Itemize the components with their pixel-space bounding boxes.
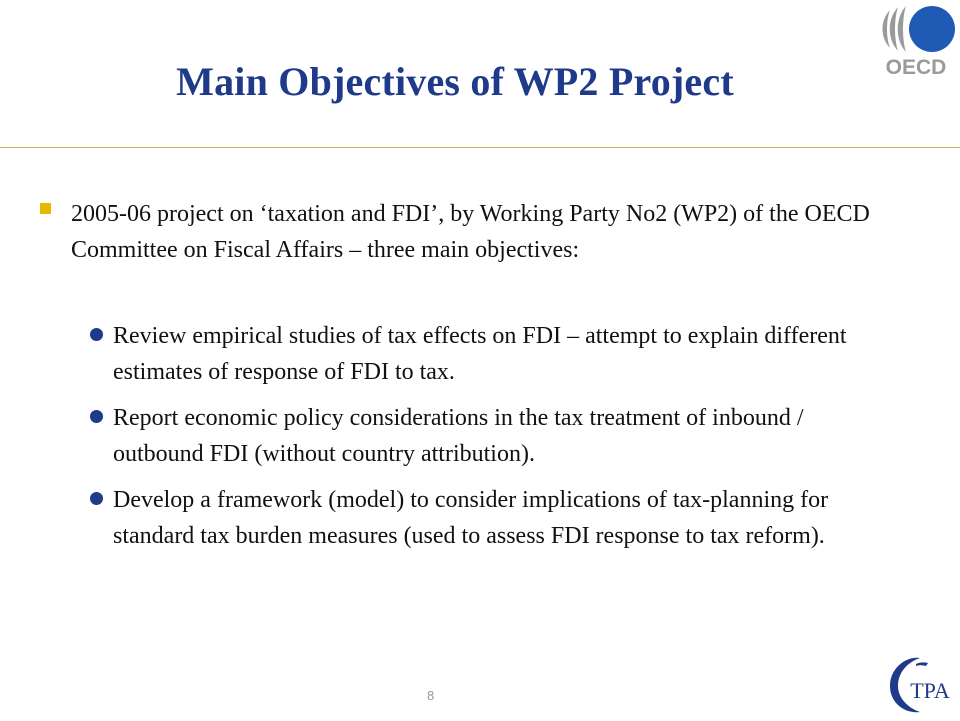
round-bullet-icon	[90, 492, 103, 505]
slide-title: Main Objectives of WP2 Project	[176, 59, 734, 104]
oecd-logo-text: OECD	[885, 56, 947, 78]
ctpa-logo	[884, 654, 954, 716]
title-divider	[0, 147, 960, 148]
square-bullet-icon	[40, 203, 51, 214]
oecd-logo-graphic	[876, 4, 956, 78]
ctpa-logo-text: TPA	[910, 678, 950, 703]
sub-bullet-text: Review empirical studies of tax effects on FDI – attempt to explain different estimates of response of FDI to tax.	[113, 323, 847, 385]
sub-bullet-text: Report economic policy considerations in the tax treatment of inbound / outbound FDI (without country attribution).	[113, 405, 804, 467]
round-bullet-icon	[90, 328, 103, 341]
oecd-logo	[876, 4, 956, 78]
main-bullet-text: 2005-06 project on ‘taxation and FDI’, by Working Party No2 (WP2) of the OECD Committee on Fiscal Affairs – three main objectives:	[71, 201, 870, 263]
round-bullet-icon	[90, 410, 103, 423]
page-number: 8	[427, 688, 435, 703]
ctpa-logo-graphic	[884, 654, 954, 716]
sub-bullet-text: Develop a framework (model) to consider implications of tax-planning for standard tax burden measures (used to assess FDI response to tax reform).	[113, 487, 829, 549]
